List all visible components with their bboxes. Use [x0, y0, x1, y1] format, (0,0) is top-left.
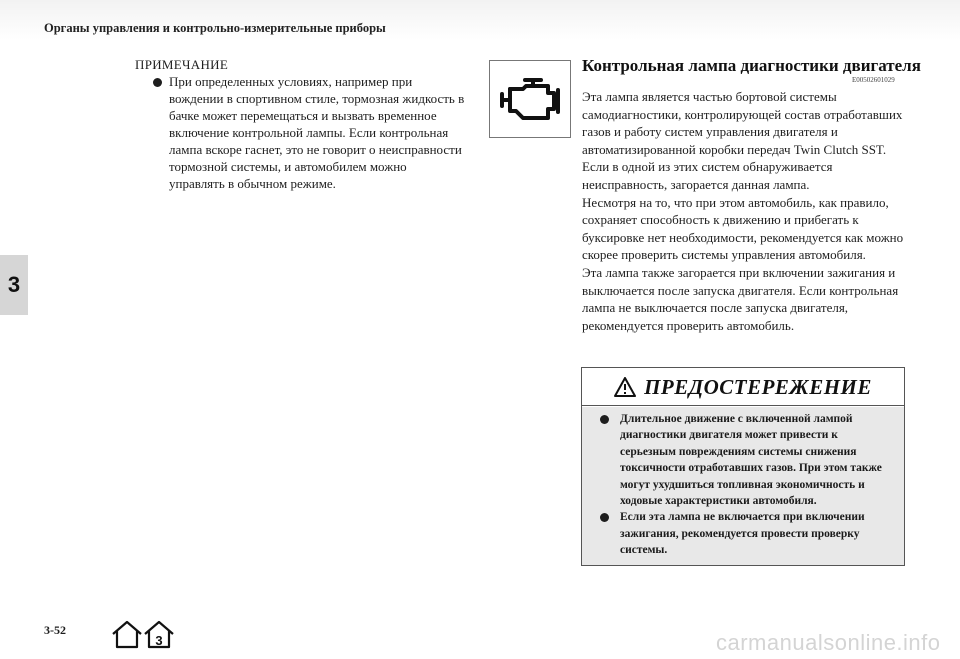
header-title: Органы управления и контрольно-измерительные приборы — [44, 21, 386, 35]
bullet-icon — [600, 415, 609, 424]
section-title: Контрольная лампа диагностики двигателя — [582, 56, 921, 75]
warning-item-text: Если эта лампа не включается при включении зажигания, рекомендуется провести проверку системы. — [620, 511, 865, 557]
watermark: carmanualsonline.info — [716, 630, 941, 655]
chapter-badge: 3 — [155, 633, 163, 648]
warning-item-text: Длительное движение с включенной лампой диагностики двигателя может привести к серьезным повреждениям системы снижения токсичности отработавших газов. При этом также могут ухудшиться топливная экономичность и ходовые характеристики автомобиля. — [620, 413, 882, 508]
home-nav-icons — [110, 620, 178, 650]
home-icon[interactable] — [113, 622, 141, 647]
warning-triangle-icon — [614, 377, 636, 397]
warning-header — [582, 368, 904, 406]
note-heading: ПРИМЕЧАНИЕ — [135, 57, 229, 72]
body-paragraph: Эта лампа является частью бортовой системы самодиагностики, контролирующей состав отработавших газов и работу систем управления двигателя и автоматизированной коробки передач Twin Clutch SST. Если в одной из этих систем обнаруживается неисправность, загорается данная лампа. — [582, 89, 903, 192]
body-paragraph: Несмотря на то, что при этом автомобиль, как правило, сохраняет способность к движению и прибегать к буксировке нет необходимости, рекомендуется как можно скорее проверить системы управления автомобиля. — [582, 194, 904, 263]
engine-check-icon — [496, 69, 564, 129]
chapter-home-icon[interactable] — [145, 622, 173, 648]
warning-item — [582, 509, 892, 558]
engine-lamp-icon-box — [489, 60, 571, 138]
chapter-tab: 3 — [0, 255, 28, 315]
page-number: 3-52 — [44, 623, 66, 637]
section-body — [582, 88, 912, 334]
warning-body — [582, 407, 904, 565]
footer-nav — [110, 620, 178, 655]
warning-box — [581, 367, 905, 566]
note-item — [135, 73, 465, 192]
note-block — [135, 56, 465, 192]
section-code: E00502601029 — [852, 76, 895, 84]
warning-title: ПРЕДОСТЕРЕЖЕНИЕ — [644, 374, 872, 399]
bullet-icon — [153, 78, 162, 87]
bullet-icon — [600, 513, 609, 522]
page-header — [0, 0, 960, 40]
warning-item — [582, 411, 892, 509]
body-paragraph: Эта лампа также загорается при включении зажигания и выключается после запуска двигателя. Если контрольная лампа не выключается после запуска двигателя, рекомендуется проверить автомобиль. — [582, 264, 899, 333]
note-item-text: При определенных условиях, например при вождении в спортивном стиле, тормозная жидкость в бачке может перемещаться и вызвать временное включение контрольной лампы. Если контрольная лампа вскоре гаснет, это не говорит о неисправности тормозной системы, и автомобилем можно управлять в обычном режиме. — [169, 74, 465, 191]
